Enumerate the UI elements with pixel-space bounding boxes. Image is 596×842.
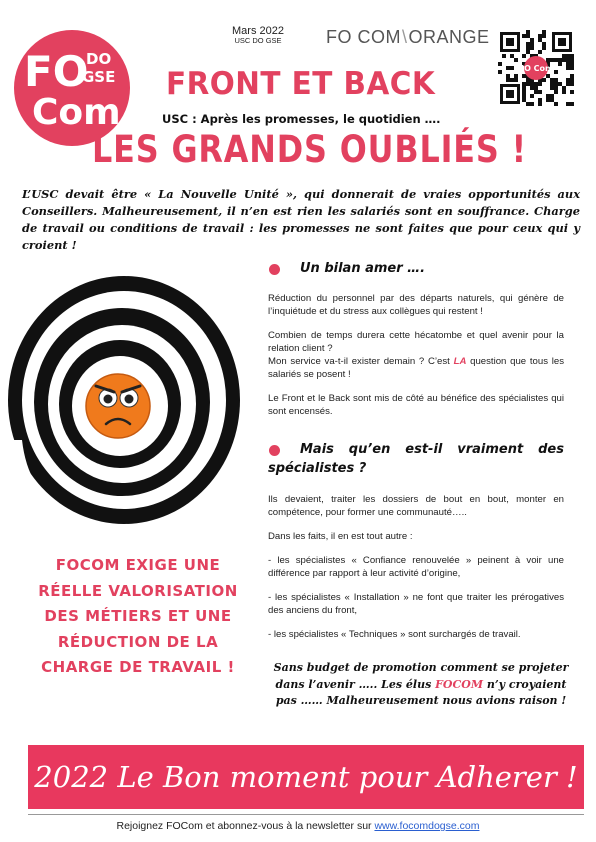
section1-p2: Combien de temps durera cette hécatombe et quel avenir pour la relation client ? bbox=[268, 330, 564, 354]
section2-p4: - les spécialistes « Installation » ne font que traiter les prérogatives des anciens du front, bbox=[268, 592, 564, 616]
focom-demand: FOCOM EXIGE UNE RÉELLE VALORISATION DES MÉTIERS ET UNE RÉDUCTION DE LA CHARGE DE TRAVAIL ! bbox=[38, 556, 238, 676]
section1-emphasis: LA bbox=[453, 356, 467, 367]
membership-banner[interactable] bbox=[28, 745, 584, 809]
issue-date bbox=[232, 26, 284, 46]
qr-logo-label: FO Com bbox=[518, 64, 554, 73]
section1-p3: Mon service va-t-il exister demain ? C’est LA question que tous les salariés se posent ! bbox=[268, 356, 564, 380]
brand-right: ORANGE bbox=[408, 27, 490, 47]
logo-fo: FO bbox=[24, 47, 89, 96]
newsletter-link[interactable]: www.focomdogse.com bbox=[374, 820, 480, 832]
spiral-target-illustration bbox=[4, 272, 242, 530]
banner-text: 2022 Le Bon moment pour Adherer ! bbox=[34, 760, 578, 794]
issue-date-main: Mars 2022 bbox=[232, 25, 284, 37]
page-subtitle: USC : Après les promesses, le quotidien …. bbox=[162, 112, 441, 126]
section1-p4: Le Front et le Back sont mis de côté au bénéfice des spécialistes qui sont encensés. bbox=[268, 393, 564, 417]
section2-body bbox=[268, 493, 564, 641]
section2-p3: - les spécialistes « Confiance renouvelée » peinent à voir une différence par rapport à leur activité d’origine, bbox=[268, 555, 564, 579]
closing-focom: FOCOM bbox=[435, 677, 484, 691]
section2-heading: Mais qu’en est-il vraiment des spécialistes ? bbox=[268, 442, 564, 476]
footer-text: Rejoignez FOCom et abonnez-vous à la newsletter sur bbox=[116, 820, 375, 832]
section2-p2: Dans les faits, il en est tout autre : bbox=[268, 531, 413, 542]
headline: LES GRANDS OUBLIÉS ! bbox=[92, 128, 527, 171]
footer-divider bbox=[28, 814, 584, 815]
issue-date-sub: USC DO GSE bbox=[234, 36, 282, 45]
section2-p1: Ils devaient, traiter les dossiers de bout en bout, monter en compétence, pour former une communauté….. bbox=[268, 494, 564, 518]
logo-do: DO bbox=[86, 50, 112, 68]
section2-p5: - les spécialistes « Techniques » sont surchargés de travail. bbox=[268, 629, 521, 640]
angry-face-icon bbox=[86, 374, 150, 438]
section1-heading: Un bilan amer …. bbox=[300, 261, 426, 276]
section1-body bbox=[268, 292, 564, 418]
intro-paragraph: L’USC devait être « La Nouvelle Unité », qui donnerait de vraies opportunités aux Conseillers. Malheureusement, il n’en est rien les salariés sont en souffrance. Charge de travail ou conditions de travail : les promesses ne sont faites que pour ceux qui y croient ! bbox=[22, 187, 580, 252]
qr-code-icon[interactable] bbox=[498, 30, 574, 106]
brand-left: FO COM bbox=[326, 27, 401, 47]
page-title: FRONT ET BACK bbox=[166, 66, 436, 102]
closing-statement: Sans budget de promotion comment se projeter dans l’avenir ….. Les élus FOCOM n’y croyaient pas …… Malheureusement nous avions raison ! bbox=[273, 661, 569, 707]
logo-gse: GSE bbox=[82, 68, 116, 86]
logo-com: Com bbox=[32, 92, 121, 133]
brand-separator: \ bbox=[402, 27, 408, 47]
brand-name bbox=[326, 27, 490, 48]
footer bbox=[0, 820, 596, 832]
section1-p1: Réduction du personnel par des départs naturels, qui génère de l’inquiétude et du stress aux collègues qui restent ! bbox=[268, 293, 564, 317]
section1-bullet-icon bbox=[269, 264, 280, 275]
